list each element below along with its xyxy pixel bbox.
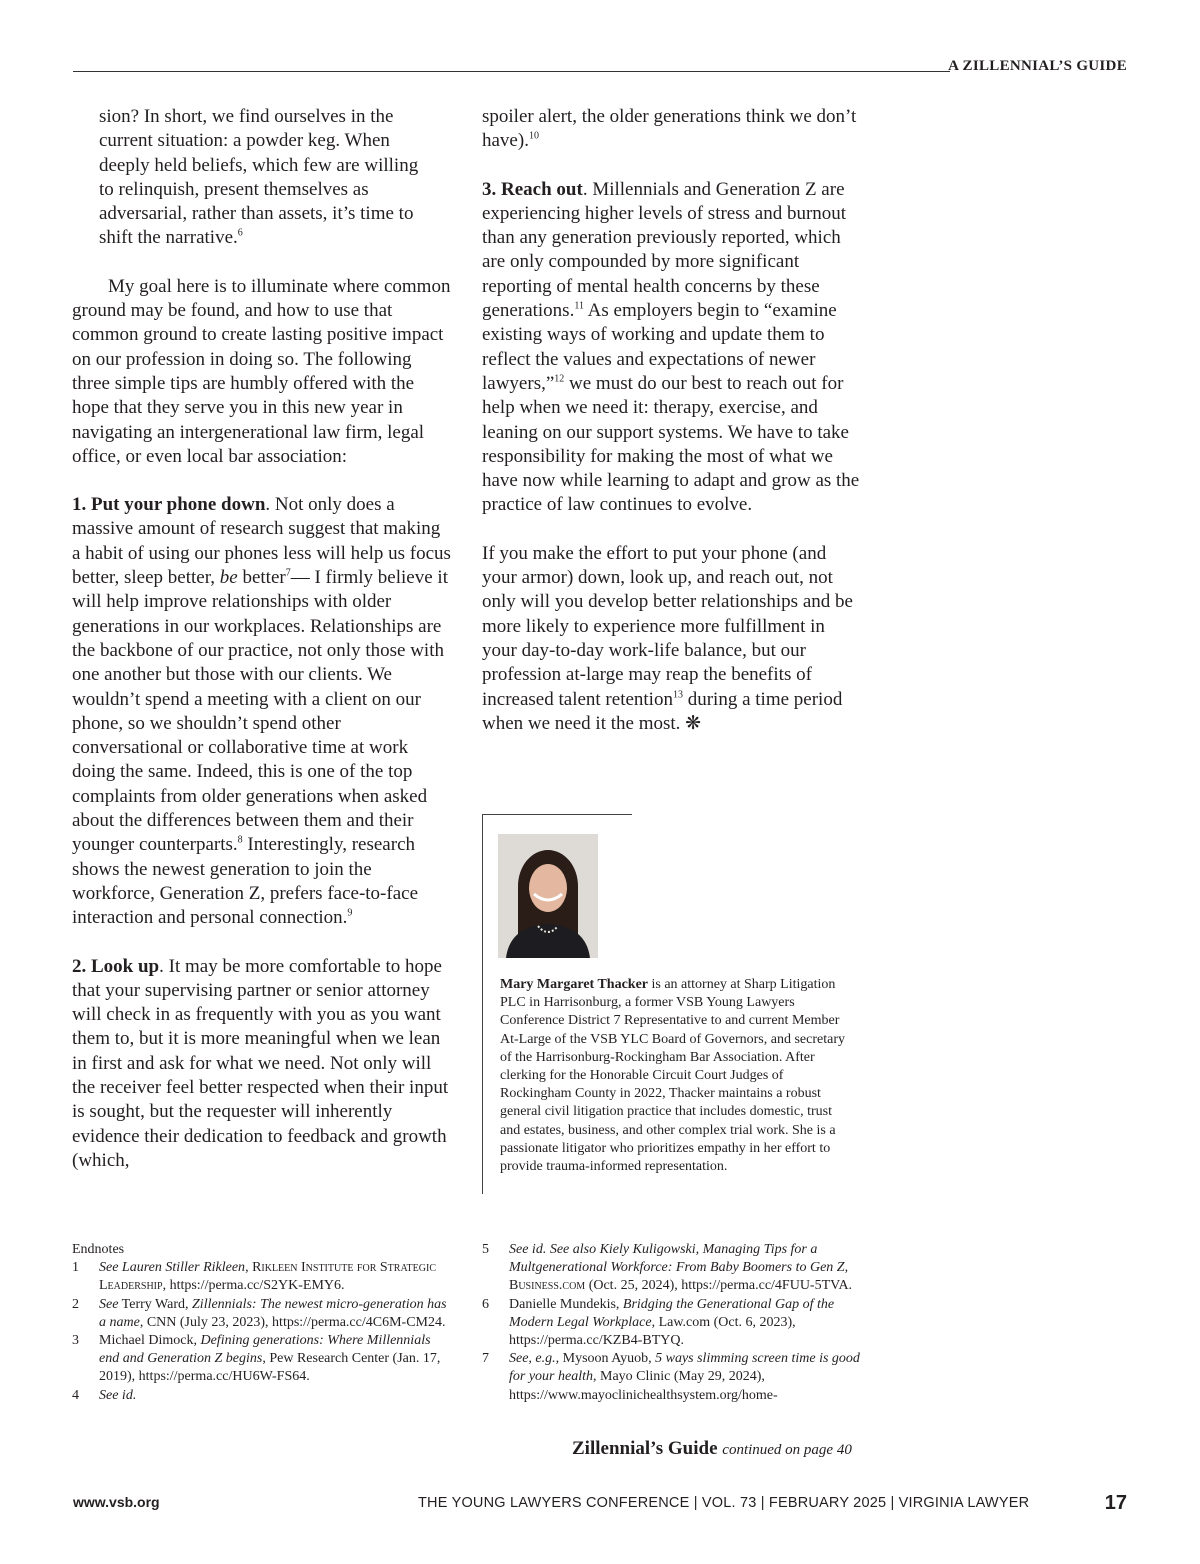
tip-2: 2. Look up. It may be more comfortable to hope that your supervising partner or senior attorney will check in as frequently with you as you want them to, but it is more meaningful when we lean in first and ask for what we need. Not only will the receiver feel better respected when their input is sought, but the requester will inherently evidence their dedication to feedback and growth (which,	[72, 955, 449, 1171]
footer-publication: THE YOUNG LAWYERS CONFERENCE | VOL. 73 | FEBRUARY 2025 | VIRGINIA LAWYER	[418, 1495, 1030, 1511]
right-column	[482, 105, 862, 760]
page-number: 17	[1104, 1492, 1127, 1514]
bio-box-rule-vertical	[482, 814, 483, 1194]
endnote-5: 5 See id. See also Kiely Kuligowski, Managing Tips for a Multgenerational Workforce: From Baby Boomers to Gen Z, Business.com (Oct. 25, 2024), https://perma.cc/4FUU-5TVA.	[482, 1242, 853, 1294]
closing-paragraph: If you make the effort to put your phone (and your armor) down, look up, and reach out, not only will you develop better relationships and be more likely to experience more fulfillment in your day-to-day work-life balance, but our profession at-large may reap the benefits of increased talent retention$^{13}$ during a time period when we need it the most. ❋	[482, 542, 853, 734]
continued-line: Zillennial’s Guide continued on page 40	[572, 1438, 852, 1459]
endnote-6: 6 Danielle Mundekis, Bridging the Generational Gap of the Modern Legal Workplace, Law.com (Oct. 6, 2023), https://perma.cc/KZB4-BTYQ.	[482, 1296, 835, 1349]
author-bio: Mary Margaret Thacker is an attorney at Sharp Litigation PLC in Harrisonburg, a former VSB Young Lawyers Conference District 7 Representative to and current Member At-Large of the VSB YLC Board of Governors, and secretary of the Harrisonburg-Rockingham Bar Association. After clerking for the Honorable Circuit Court Judges of Rockingham County in 2022, Thacker maintains a robust general civil litigation practice that includes domestic, trust and estates, business, and other complex trial work. She is a passionate litigator who prioritizes empathy in her effort to provide trauma-informed representation.	[500, 977, 845, 1175]
tip-3: 3. Reach out. Millennials and Generation Z are experiencing higher levels of stress and burnout than any generation previously reported, which are only compounded by more significant reporting of mental health concerns by these generations.$^{11}$ As employers begin to “examine existing ways of working and update them to reflect the values and expectations of newer lawyers,”$^{12}$ we must do our best to reach out for help when we need it: therapy, exercise, and leaning on our support systems. We have to take responsibility for making the most of what we have now while learning to adapt and grow as the practice of law continues to evolve.	[482, 178, 860, 516]
author-name: Mary Margaret Thacker	[500, 977, 648, 992]
tip-3-heading: 3. Reach out	[482, 178, 583, 200]
endnote-1: 1 See Lauren Stiller Rikleen, Rikleen Institute for Strategic Leadership, https://perma.cc/S2YK-EMY6.	[72, 1260, 436, 1294]
left-column	[72, 105, 452, 1197]
endnotes-left	[72, 1241, 452, 1405]
author-photo	[498, 834, 598, 958]
endnotes-heading: Endnotes	[72, 1242, 125, 1257]
endnote-4: 4 See id.	[72, 1387, 137, 1403]
paragraph-goal: My goal here is to illuminate where common ground may be found, and how to use that common ground to create lasting positive impact on our profession in doing so. The following three simple tips are humbly offered with the hope that they serve you in this new year in navigating an intergenerational law firm, legal office, or even local bar association:	[72, 275, 451, 467]
running-title: A ZILLENNIAL’S GUIDE	[948, 58, 1127, 74]
spoiler-paragraph: spoiler alert, the older generations think we don’t have).$^{10}$	[482, 106, 857, 152]
endnote-7: 7 See, e.g., Mysoon Ayuob, 5 ways slimming screen time is good for your health, Mayo Clinic (May 29, 2024), https://www.mayoclinichealthsystem.org/home-	[482, 1351, 860, 1403]
header-rule	[73, 71, 950, 72]
block-quote: sion? In short, we find ourselves in the current situation: a powder keg. When deeply held beliefs, which few are willing to relinquish, present themselves as adversarial, rather than assets, it’s time to shift the narrative.$^6$	[99, 106, 419, 249]
endnote-3: 3 Michael Dimock, Defining generations: Where Millennials end and Generation Z begins, Pew Research Center (Jan. 17, 2019), https://perma.cc/HU6W-FS64.	[72, 1333, 441, 1385]
author-bio-box	[482, 814, 862, 1194]
tip-1-heading: 1. Put your phone down	[72, 494, 266, 516]
endnotes-right	[482, 1241, 862, 1405]
footer-url[interactable]: www.vsb.org	[73, 1494, 160, 1510]
bio-box-rule-horizontal	[482, 814, 632, 815]
tip-2-heading: 2. Look up	[72, 955, 160, 977]
tip-1: 1. Put your phone down. Not only does a massive amount of research suggest that making a habit of using our phones less will help us focus better, sleep better, be better$^7$— I firmly believe it will help improve relationships with older generations in our workplaces. Relationships are the backbone of our practice, not only those with one another but those with our clients. We wouldn’t spend a meeting with a client on our phone, so we shouldn’t spend other conversational or collaborative time at work doing the same. Indeed, this is one of the top complaints from older generations when asked about the differences between them and their younger counterparts.$^8$ Interestingly, research shows the newest generation to join the workforce, Generation Z, prefers face-to-face interaction and personal connection.$^9$	[72, 494, 451, 929]
endnote-2: 2 See Terry Ward, Zillennials: The newest micro-generation has a name, CNN (July 23, 2023), https://perma.cc/4C6M-CM24.	[72, 1296, 447, 1330]
